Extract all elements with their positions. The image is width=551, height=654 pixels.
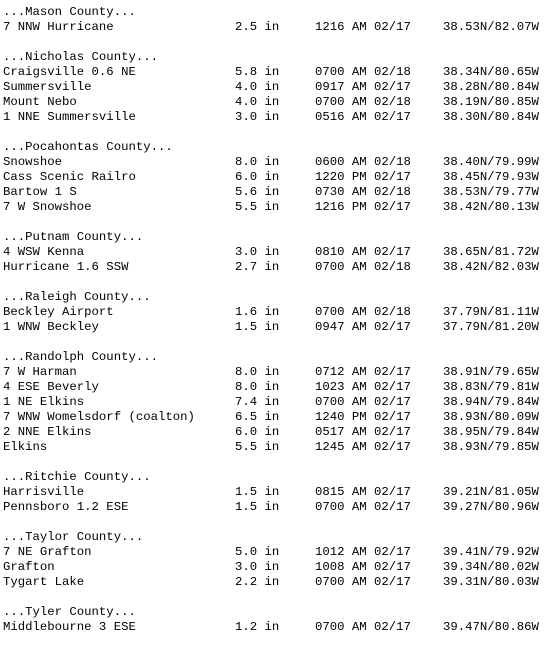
report-row (3, 20, 539, 35)
coordinates-cell: 38.42N/82.03W (443, 260, 539, 274)
coordinates-cell: 37.79N/81.11W (443, 305, 539, 319)
report-time-cell: 0700 AM 02/17 (315, 395, 411, 409)
report-row (3, 155, 539, 170)
location-cell: 1 NNE Summersville (3, 110, 136, 124)
snowfall-amount-cell: 2.7 in (235, 260, 280, 274)
report-row (3, 440, 539, 455)
report-time-cell: 0700 AM 02/18 (315, 65, 411, 79)
county-header: ...Taylor County... (3, 530, 144, 544)
coordinates-cell: 39.41N/79.92W (443, 545, 539, 559)
coordinates-cell: 38.93N/80.09W (443, 410, 539, 424)
report-time-cell: 0516 AM 02/17 (315, 110, 411, 124)
coordinates-cell: 38.30N/80.84W (443, 110, 539, 124)
snowfall-amount-cell: 1.5 in (235, 320, 280, 334)
report-row (3, 620, 539, 635)
snowfall-amount-cell: 2.5 in (235, 20, 280, 34)
report-row (3, 80, 539, 95)
report-row (3, 245, 539, 260)
coordinates-cell: 38.83N/79.81W (443, 380, 539, 394)
location-cell: Grafton (3, 560, 55, 574)
report-time-cell: 0700 AM 02/18 (315, 95, 411, 109)
location-cell: 1 NE Elkins (3, 395, 85, 409)
coordinates-cell: 38.42N/80.13W (443, 200, 539, 214)
county-header: ...Randolph County... (3, 350, 158, 364)
county-section (3, 530, 539, 590)
county-header: ...Pocahontas County... (3, 140, 173, 154)
location-cell: Pennsboro 1.2 ESE (3, 500, 129, 514)
snowfall-amount-cell: 1.2 in (235, 620, 280, 634)
coordinates-cell: 38.40N/79.99W (443, 155, 539, 169)
location-cell: 7 W Harman (3, 365, 77, 379)
coordinates-cell: 38.45N/79.93W (443, 170, 539, 184)
snowfall-amount-cell: 3.0 in (235, 245, 280, 259)
snowfall-amount-cell: 8.0 in (235, 155, 280, 169)
county-header: ...Ritchie County... (3, 470, 151, 484)
coordinates-cell: 38.95N/79.84W (443, 425, 539, 439)
report-row (3, 65, 539, 80)
location-cell: Hurricane 1.6 SSW (3, 260, 129, 274)
county-section (3, 350, 539, 455)
coordinates-cell: 39.34N/80.02W (443, 560, 539, 574)
report-row (3, 575, 539, 590)
snowfall-report (3, 5, 539, 650)
coordinates-cell: 38.53N/82.07W (443, 20, 539, 34)
coordinates-cell: 38.28N/80.84W (443, 80, 539, 94)
report-row (3, 185, 539, 200)
location-cell: Elkins (3, 440, 48, 454)
coordinates-cell: 38.65N/81.72W (443, 245, 539, 259)
report-time-cell: 0700 AM 02/17 (315, 575, 411, 589)
snowfall-amount-cell: 1.5 in (235, 485, 280, 499)
report-time-cell: 0712 AM 02/17 (315, 365, 411, 379)
county-section (3, 290, 539, 335)
coordinates-cell: 39.21N/81.05W (443, 485, 539, 499)
location-cell: Beckley Airport (3, 305, 114, 319)
location-cell: Snowshoe (3, 155, 63, 169)
report-time-cell: 0917 AM 02/17 (315, 80, 411, 94)
county-header: ...Putnam County... (3, 230, 144, 244)
report-time-cell: 0815 AM 02/17 (315, 485, 411, 499)
location-cell: Mount Nebo (3, 95, 77, 109)
snowfall-amount-cell: 5.6 in (235, 185, 280, 199)
snowfall-amount-cell: 5.0 in (235, 545, 280, 559)
snowfall-amount-cell: 6.0 in (235, 170, 280, 184)
coordinates-cell: 38.94N/79.84W (443, 395, 539, 409)
location-cell: Harrisville (3, 485, 85, 499)
snowfall-amount-cell: 2.2 in (235, 575, 280, 589)
report-time-cell: 1240 PM 02/17 (315, 410, 411, 424)
location-cell: 1 WNW Beckley (3, 320, 99, 334)
report-time-cell: 1012 AM 02/17 (315, 545, 411, 559)
snowfall-amount-cell: 6.5 in (235, 410, 280, 424)
location-cell: Craigsville 0.6 NE (3, 65, 136, 79)
report-time-cell: 0700 AM 02/18 (315, 260, 411, 274)
snowfall-amount-cell: 8.0 in (235, 365, 280, 379)
report-time-cell: 0600 AM 02/18 (315, 155, 411, 169)
coordinates-cell: 39.31N/80.03W (443, 575, 539, 589)
report-time-cell: 1245 AM 02/17 (315, 440, 411, 454)
report-row (3, 95, 539, 110)
location-cell: Bartow 1 S (3, 185, 77, 199)
report-row (3, 365, 539, 380)
coordinates-cell: 39.47N/80.86W (443, 620, 539, 634)
county-header: ...Nicholas County... (3, 50, 158, 64)
coordinates-cell: 38.91N/79.65W (443, 365, 539, 379)
location-cell: 4 ESE Beverly (3, 380, 99, 394)
report-row (3, 545, 539, 560)
county-section (3, 230, 539, 275)
report-time-cell: 1216 AM 02/17 (315, 20, 411, 34)
snowfall-amount-cell: 7.4 in (235, 395, 280, 409)
snowfall-amount-cell: 8.0 in (235, 380, 280, 394)
county-section (3, 605, 539, 635)
location-cell: Middlebourne 3 ESE (3, 620, 136, 634)
location-cell: 4 WSW Kenna (3, 245, 85, 259)
report-row (3, 170, 539, 185)
report-time-cell: 0947 AM 02/17 (315, 320, 411, 334)
snowfall-amount-cell: 5.5 in (235, 200, 280, 214)
snowfall-amount-cell: 5.5 in (235, 440, 280, 454)
location-cell: Summersville (3, 80, 92, 94)
location-cell: Cass Scenic Railro (3, 170, 136, 184)
county-header: ...Raleigh County... (3, 290, 151, 304)
report-time-cell: 0700 AM 02/18 (315, 305, 411, 319)
snowfall-amount-cell: 5.8 in (235, 65, 280, 79)
snowfall-amount-cell: 4.0 in (235, 80, 280, 94)
coordinates-cell: 38.19N/80.85W (443, 95, 539, 109)
snowfall-amount-cell: 4.0 in (235, 95, 280, 109)
location-cell: 7 WNW Womelsdorf (coalton) (3, 410, 195, 424)
report-time-cell: 1216 PM 02/17 (315, 200, 411, 214)
location-cell: 7 W Snowshoe (3, 200, 92, 214)
county-section (3, 5, 539, 35)
coordinates-cell: 39.27N/80.96W (443, 500, 539, 514)
location-cell: 7 NNW Hurricane (3, 20, 114, 34)
report-time-cell: 1220 PM 02/17 (315, 170, 411, 184)
county-section (3, 50, 539, 125)
coordinates-cell: 38.53N/79.77W (443, 185, 539, 199)
report-time-cell: 0517 AM 02/17 (315, 425, 411, 439)
snowfall-amount-cell: 3.0 in (235, 560, 280, 574)
report-row (3, 380, 539, 395)
county-section (3, 140, 539, 215)
report-row (3, 500, 539, 515)
report-row (3, 320, 539, 335)
snowfall-amount-cell: 1.5 in (235, 500, 280, 514)
coordinates-cell: 38.93N/79.85W (443, 440, 539, 454)
report-time-cell: 0700 AM 02/17 (315, 500, 411, 514)
snowfall-amount-cell: 3.0 in (235, 110, 280, 124)
report-row (3, 260, 539, 275)
location-cell: Tygart Lake (3, 575, 85, 589)
report-row (3, 425, 539, 440)
report-time-cell: 0700 AM 02/17 (315, 620, 411, 634)
report-row (3, 560, 539, 575)
report-time-cell: 0810 AM 02/17 (315, 245, 411, 259)
report-time-cell: 0730 AM 02/18 (315, 185, 411, 199)
report-row (3, 305, 539, 320)
report-row (3, 410, 539, 425)
report-time-cell: 1008 AM 02/17 (315, 560, 411, 574)
report-row (3, 395, 539, 410)
location-cell: 2 NNE Elkins (3, 425, 92, 439)
report-time-cell: 1023 AM 02/17 (315, 380, 411, 394)
location-cell: 7 NE Grafton (3, 545, 92, 559)
coordinates-cell: 37.79N/81.20W (443, 320, 539, 334)
county-header: ...Tyler County... (3, 605, 136, 619)
coordinates-cell: 38.34N/80.65W (443, 65, 539, 79)
snowfall-amount-cell: 6.0 in (235, 425, 280, 439)
report-row (3, 110, 539, 125)
county-section (3, 470, 539, 515)
report-row (3, 200, 539, 215)
snowfall-amount-cell: 1.6 in (235, 305, 280, 319)
county-header: ...Mason County... (3, 5, 136, 19)
report-row (3, 485, 539, 500)
